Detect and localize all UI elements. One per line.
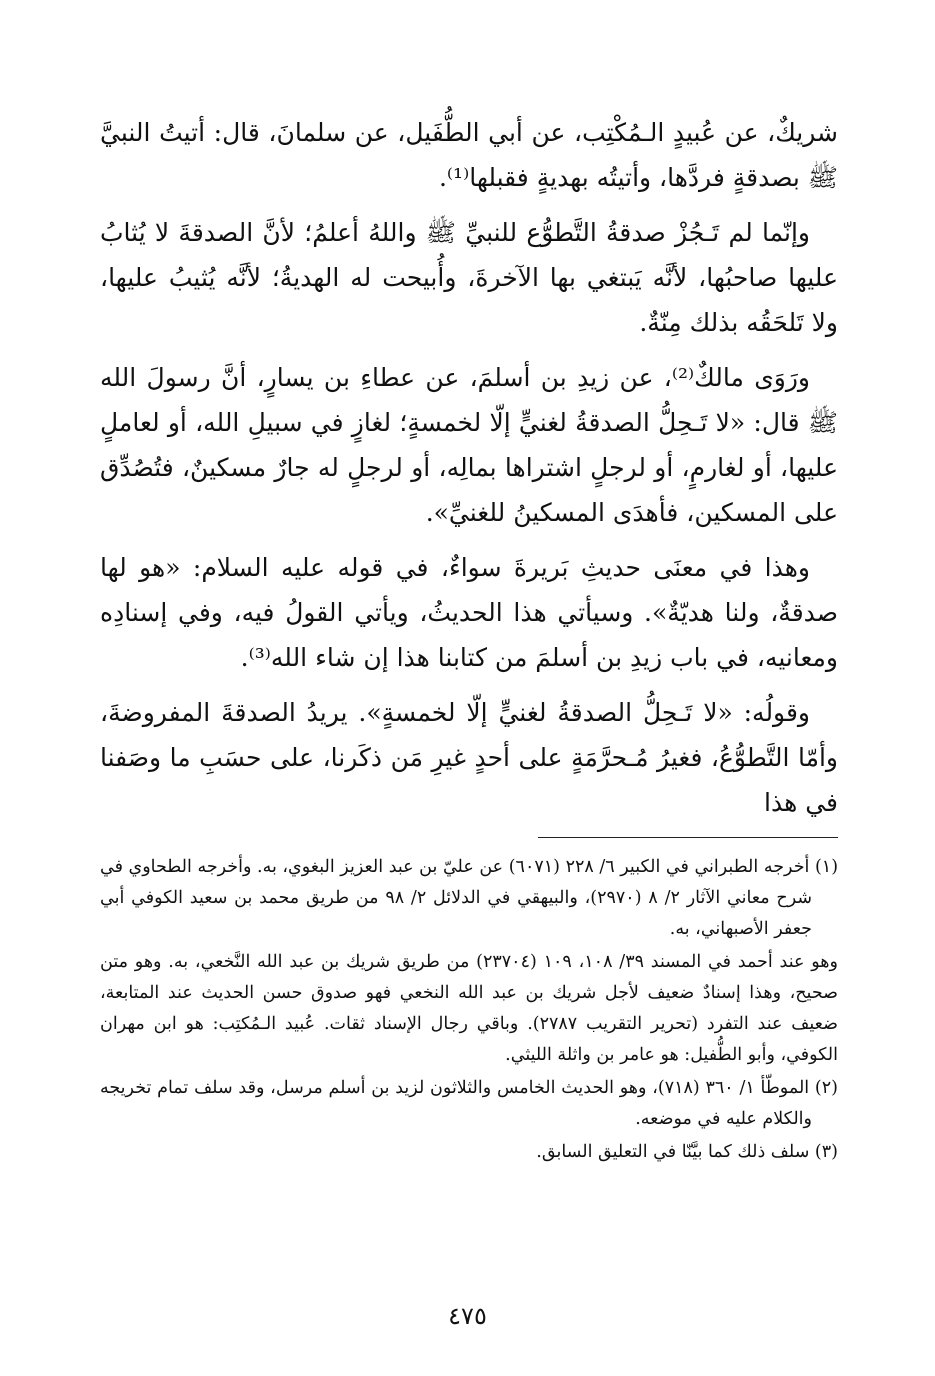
paragraph: وإنّما لم تَـجُزْ صدقةُ التَّطوُّع للنبيِّ ﷺ واللهُ أعلمُ؛ لأنَّ الصدقةَ لا يُثابُ عليها صاحبُها، لأنَّه يَبتغي بها الآخرةَ، وأُبيحت له الهديةُ؛ لأنَّه يُثيبُ عليها، ولا تَلحَقُه بذلك مِنّةٌ. [100, 218, 838, 337]
page-number: ٤٧٥ [448, 1302, 487, 1330]
footnotes [100, 852, 838, 1168]
footnote-1-continued: وهو عند أحمد في المسند ٣٩/ ١٠٨، ١٠٩ (٢٣٧٠٤) من طريق شريك بن عبد الله النَّخعي، به. وهو متن صحيح، وهذا إسنادٌ ضعيف لأجل شريك بن عبد الله النخعي فهو صدوق حسن الحديث عند المتابعة، ضعيف عند التفرد (تحرير التقريب ٢٧٨٧). وباقي رجال الإسناد ثقات. عُبيد الـمُكتِب: هو ابن مهران الكوفي، وأبو الطُّفيل: هو عامر بن واثلة الليثي. [100, 952, 838, 1065]
footnote-3: (٣) سلف ذلك كما بيَّنّا في التعليق السابق. [536, 1142, 838, 1162]
paragraph: شريكٌ، عن عُبيدٍ الـمُكْتِب، عن أبي الطُّفَيل، عن سلمانَ، قال: أتيتُ النبيَّ ﷺ بصدقةٍ فردَّها، وأتيتُه بهديةٍ فقبلها⁽¹⁾. [100, 118, 838, 192]
paragraph: وقولُه: «لا تَـحِلُّ الصدقةُ لغنيٍّ إلّا لخمسةٍ». يريدُ الصدقةَ المفروضةَ، وأمّا التَّطوُّعُ، فغيرُ مُـحرَّمَةٍ على أحدٍ غيرِ مَن ذكَرنا، على حسَبِ ما وصَفنا في هذا [100, 698, 838, 817]
paragraph: ورَوَى مالكٌ⁽²⁾، عن زيدِ بن أسلمَ، عن عطاءِ بن يسارٍ، أنَّ رسولَ الله ﷺ قال: «لا تَـحِلُّ الصدقةُ لغنيٍّ إلّا لخمسةٍ؛ لغازٍ في سبيلِ الله، أو لعاملٍ عليها، أو لغارمٍ، أو لرجلٍ اشتراها بمالِه، أو لرجلٍ له جارٌ مسكينٌ، فتُصُدِّق على المسكين، فأهدَى المسكينُ للغنيِّ». [100, 363, 838, 527]
main-text [100, 110, 838, 825]
page-body [100, 110, 838, 1170]
paragraph: وهذا في معنَى حديثِ بَريرةَ سواءٌ، في قوله عليه السلام: «هو لها صدقةٌ، ولنا هديّةٌ». وسيأتي هذا الحديثُ، ويأتي القولُ فيه، وفي إسنادِه ومعانيه، في باب زيدِ بن أسلمَ من كتابنا هذا إن شاء الله⁽³⁾. [100, 553, 838, 672]
footnote-separator [538, 837, 838, 838]
footnote-1: (١) أخرجه الطبراني في الكبير ٦/ ٢٢٨ (٦٠٧١) عن عليّ بن عبد العزيز البغوي، به. وأخرجه الطحاوي في شرح معاني الآثار ٢/ ٨ (٢٩٧٠)، والبيهقي في الدلائل ٢/ ٩٨ من طريق محمد بن سعيد الكوفي أبي جعفر الأصبهاني، به. [100, 857, 839, 939]
footnote-2: (٢) الموطّأ ١/ ٣٦٠ (٧١٨)، وهو الحديث الخامس والثلاثون لزيد بن أسلم مرسل، وقد سلف تمام تخريجه والكلام عليه في موضعه. [100, 1078, 838, 1129]
